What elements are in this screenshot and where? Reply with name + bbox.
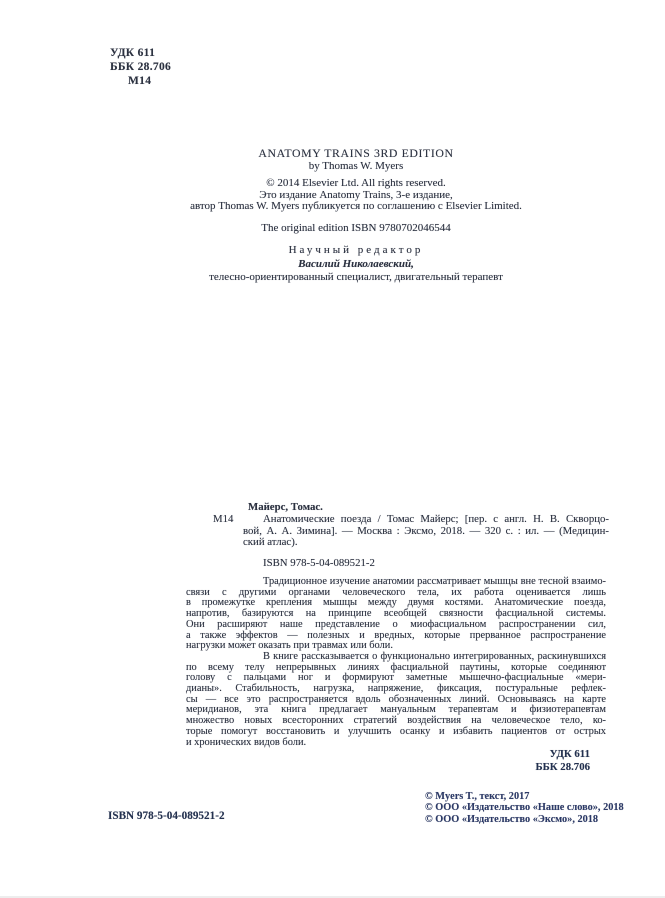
- bottom-classification-block: [536, 748, 591, 774]
- udc-code-bottom: УДК 611: [549, 748, 590, 760]
- card-description-line: ский атлас).: [243, 536, 298, 549]
- edition-info-block: [100, 146, 612, 284]
- annotation-line: торые помогут восстановить и улучшить осанку и избавить пациентов от острых: [186, 725, 606, 737]
- author-sign-top: М14: [128, 74, 152, 87]
- science-editor-role: телесно-ориентированный специалист, двигательный терапевт: [209, 270, 503, 283]
- udc-code-top: УДК 611: [110, 47, 156, 59]
- annotation-line: Они расширяют наше представление о миофасциальном распространении сил,: [186, 618, 606, 630]
- top-classification-block: [110, 47, 171, 88]
- annotation-line: множество новых всесторонних стратегий воздействия на человеческое тело, ко-: [186, 715, 606, 727]
- bbk-code-top: ББК 28.706: [110, 60, 172, 73]
- copyright-line-nashe-slovo: © ООО «Издательство «Наше слово», 2018: [425, 802, 624, 814]
- catalog-card-block: [213, 501, 609, 570]
- annotation-line: меридианов, эта книга предлагает мануальным терапевтам и физиотерапевтам: [186, 704, 606, 716]
- annotation-line: В книге рассказывается о функционально интегрированных, раскинувшихся: [263, 650, 606, 662]
- copyright-line-myers: © Myers T., текст, 2017: [425, 791, 530, 802]
- annotation-line: голову с пальцами ног и формируют заметные мышечно-фасциальные «мери-: [186, 672, 606, 684]
- copyright-line-eksmo: © ООО «Издательство «Эксмо», 2018: [425, 813, 599, 825]
- annotation-line: дианы». Стабильность, нагрузка, напряжение, фиксация, постуральные рефлек-: [186, 683, 606, 695]
- russian-edition-line-2: автор Thomas W. Myers публикуется по соглашению с Elsevier Limited.: [190, 200, 522, 213]
- original-isbn-line: The original edition ISBN 9780702046544: [261, 221, 451, 234]
- card-isbn: ISBN 978-5-04-089521-2: [263, 557, 375, 570]
- annotation-line: и хронических видов боли.: [186, 736, 307, 748]
- science-editor-heading: Научный редактор: [288, 243, 424, 256]
- original-edition-title: ANATOMY TRAINS 3RD EDITION: [258, 146, 454, 160]
- russian-edition-line-1: Это издание Anatomy Trains, 3-е издание,: [259, 188, 453, 201]
- card-author-heading: Майерс, Томас.: [248, 501, 323, 513]
- bbk-code-bottom: ББК 28.706: [535, 761, 590, 773]
- annotation-line: а также эффектов — полезных и вредных, которые прерванное распространение: [186, 629, 606, 641]
- card-description-line: Анатомические поезда / Томас Майерс; [пер. с англ. Н. В. Скворцо-: [263, 512, 609, 525]
- annotation-line: в промежутке крепления мышцы между двумя костями. Анатомические поезда,: [186, 597, 606, 609]
- elsevier-rights-line: © 2014 Elsevier Ltd. All rights reserved.: [266, 177, 446, 189]
- card-description-line: вой, А. А. Зимина]. — Москва : Эксмо, 2018. — 320 с. : ил. — (Медицин-: [243, 524, 609, 537]
- isbn-bottom: ISBN 978-5-04-089521-2: [108, 810, 225, 822]
- annotation-line: сы — все это распространяется вдоль обозначенных линий. Основываясь на карте: [186, 693, 606, 705]
- annotation-block: [186, 577, 606, 748]
- annotation-line: по всему телу непрерывных линиях фасциальной паутины, которые соединяют: [186, 661, 606, 673]
- card-author-sign: М14: [213, 513, 234, 525]
- copyright-block: [425, 791, 624, 825]
- annotation-line: Традиционное изучение анатомии рассматривает мышцы вне тесной взаимо-: [263, 576, 606, 587]
- science-editor-name: Василий Николаевский,: [298, 257, 414, 270]
- annotation-line: напротив, базируются на принципе всеобщей связности фасциальной системы.: [186, 608, 606, 620]
- annotation-line: связи с другими органами человеческого тела, их работа оценивается лишь: [186, 586, 606, 598]
- annotation-line: нагрузки может оказать при травмах или боли.: [186, 640, 393, 652]
- original-edition-byline: by Thomas W. Myers: [308, 160, 404, 172]
